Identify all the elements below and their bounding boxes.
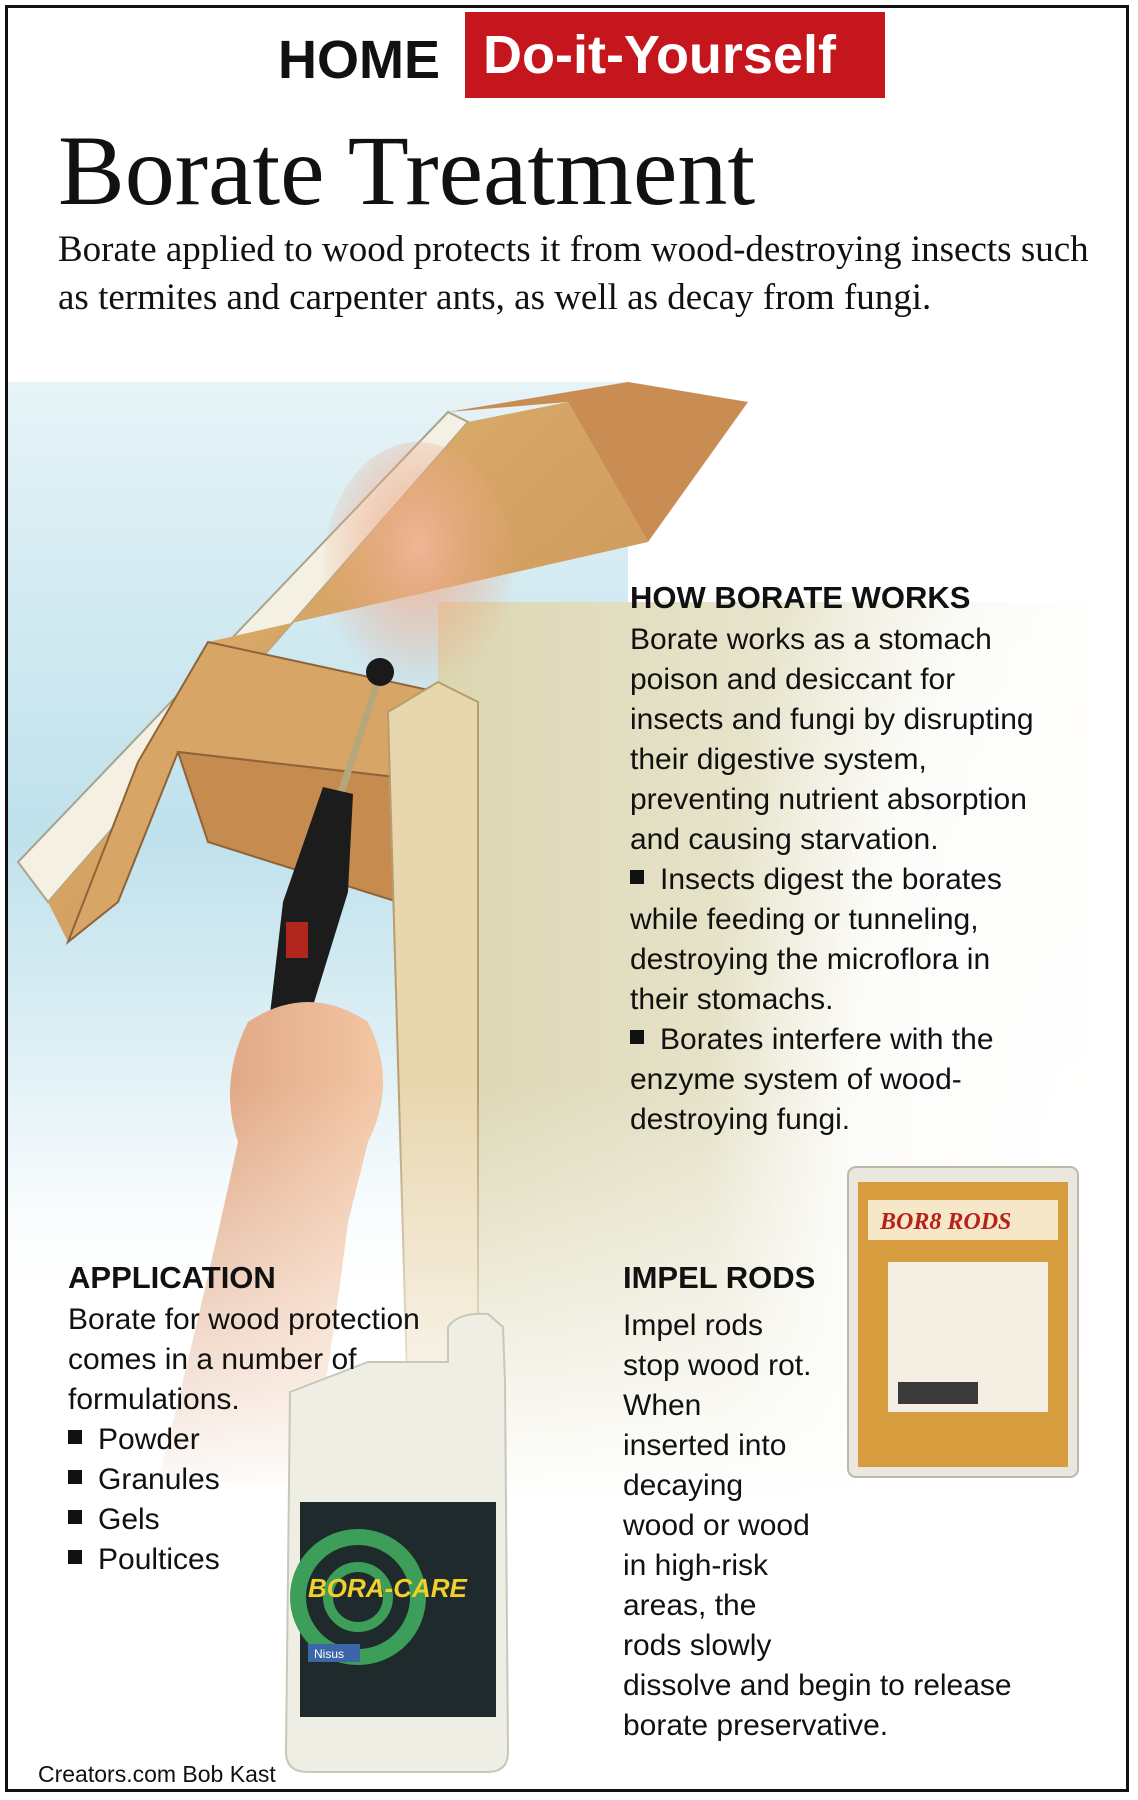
bullet-square-icon (68, 1510, 82, 1524)
impel-heading: IMPEL RODS (623, 1260, 816, 1295)
impel-rods-text (623, 1306, 1123, 1746)
impel-line: Impel rods (623, 1309, 764, 1342)
impel-line: in high-risk (623, 1549, 769, 1582)
bullet-text: Insects digest the borates (660, 863, 1002, 896)
list-item (68, 1460, 488, 1500)
impel-line: areas, the (623, 1589, 757, 1622)
bullet-text: Borates interfere with the (660, 1023, 994, 1056)
sprayer-nozzle (366, 658, 394, 686)
how-borate-works-section (630, 578, 1100, 1140)
list-item-text: Gels (98, 1503, 160, 1536)
jug-label-text: BORA-CARE (308, 1573, 467, 1603)
impel-line: rods slowly (623, 1629, 772, 1662)
how-line: their digestive system, (630, 743, 927, 776)
impel-line: inserted into (623, 1429, 787, 1462)
list-item (68, 1420, 488, 1460)
impel-line: borate preservative. (623, 1709, 889, 1742)
package-title-text: BOR8 RODS (880, 1209, 1012, 1235)
impel-line: dissolve and begin to release (623, 1669, 1012, 1702)
how-bullet-2-line: enzyme system of wood- (630, 1063, 962, 1096)
application-heading: APPLICATION (68, 1260, 276, 1295)
application-line: Borate for wood protection (68, 1303, 420, 1336)
how-bullet-1 (630, 860, 1100, 900)
intro-text: Borate applied to wood protects it from wood-destroying insects such as termites and carpenter ants, as well as decay from fungi. (58, 229, 1089, 318)
list-item (68, 1540, 488, 1580)
impel-line: decaying (623, 1469, 744, 1502)
application-line: comes in a number of (68, 1343, 357, 1376)
impel-line: wood or wood (623, 1509, 810, 1542)
formulations-list (68, 1420, 488, 1580)
list-item (68, 1500, 488, 1540)
how-bullet-2 (630, 1020, 1100, 1060)
spray-mist (323, 442, 513, 702)
impel-line: stop wood rot. (623, 1349, 812, 1382)
bullet-square-icon (630, 870, 644, 884)
list-item-text: Granules (98, 1463, 220, 1496)
how-bullet-1-line: while feeding or tunneling, (630, 903, 979, 936)
credit-line: Creators.com Bob Kast (38, 1761, 276, 1787)
bullet-square-icon (68, 1550, 82, 1564)
list-item-text: Powder (98, 1423, 200, 1456)
how-line: Borate works as a stomach (630, 623, 992, 656)
application-line: formulations. (68, 1383, 240, 1416)
jug-brand-text: Nisus (314, 1647, 345, 1661)
impel-line: When (623, 1389, 702, 1422)
application-section (68, 1258, 488, 1580)
bullet-square-icon (630, 1030, 644, 1044)
how-line: and causing starvation. (630, 823, 939, 856)
infographic-frame (5, 5, 1129, 1792)
how-bullet-1-line: their stomachs. (630, 983, 834, 1016)
bullet-square-icon (68, 1430, 82, 1444)
list-item-text: Poultices (98, 1543, 220, 1576)
header-home: HOME (278, 30, 440, 90)
bullet-square-icon (68, 1470, 82, 1484)
header-diy-banner: Do-it-Yourself (465, 12, 885, 98)
how-line: poison and desiccant for (630, 663, 956, 696)
sprayer-trigger (286, 922, 308, 958)
how-line: insects and fungi by disrupting (630, 703, 1034, 736)
how-bullet-2-line: destroying fungi. (630, 1103, 851, 1136)
how-line: preventing nutrient absorption (630, 783, 1027, 816)
how-bullet-1-line: destroying the microflora in (630, 943, 991, 976)
how-heading: HOW BORATE WORKS (630, 580, 971, 615)
page-title: Borate Treatment (58, 115, 756, 226)
